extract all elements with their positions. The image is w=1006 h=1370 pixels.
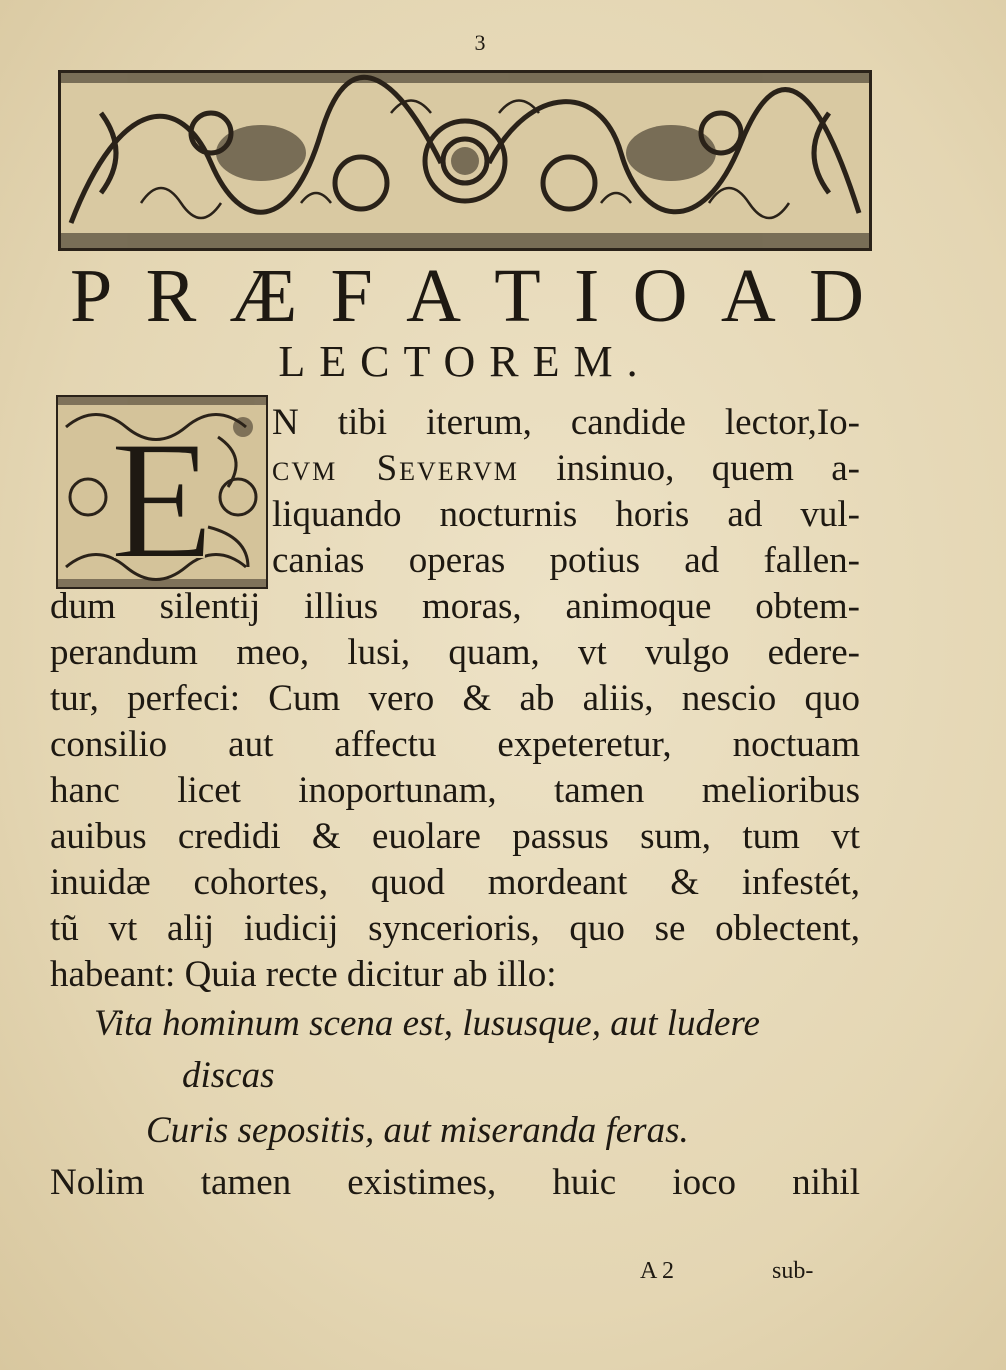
- verse-line: Curis sepositis, aut miseranda feras.: [146, 1110, 689, 1151]
- initial-letter-text: E: [110, 406, 214, 587]
- page-number: 3: [474, 30, 486, 55]
- title-letter: D: [809, 254, 870, 338]
- title-letter: A: [720, 254, 782, 338]
- body-text: [50, 400, 860, 1206]
- text-line: auibus credidi & euolare passus sum, tum vt: [50, 816, 860, 857]
- title-letter: F: [330, 254, 379, 338]
- title-line-1: [70, 250, 870, 342]
- text-line: hanc licet inoportunam, tamen melioribus: [50, 770, 860, 811]
- text-line: Nolim tamen existimes, huic ioco nihil: [50, 1162, 860, 1203]
- text-line: N tibi iterum, candide lector,Io-: [272, 402, 860, 443]
- text-line: perandum meo, lusi, quam, vt vulgo edere-: [50, 632, 860, 673]
- catchword: sub-: [772, 1258, 814, 1284]
- text-line: tũ vt alij iudicij syncerioris, quo se oblectent,: [50, 908, 860, 949]
- text-line: habeant: Quia recte dicitur ab illo:: [50, 954, 557, 995]
- text-line: [50, 446, 860, 492]
- verse-line: discas: [182, 1055, 275, 1096]
- smallcaps-name: cvm Severvm: [272, 448, 519, 489]
- signature-mark: A 2: [640, 1258, 675, 1284]
- title-letter: T: [494, 254, 547, 338]
- text-line: dum silentij illius moras, animoque obtem-: [50, 586, 860, 627]
- title-letter: O: [632, 254, 694, 338]
- title-letter: A: [406, 254, 467, 338]
- text-line: canias operas potius ad fallen-: [272, 540, 860, 581]
- title-letter: Æ: [229, 254, 304, 338]
- text-line: inuidæ cohortes, quod mordeant & infestét,: [50, 862, 860, 903]
- verse-line: Vita hominum scena est, lususque, aut ludere: [94, 1003, 760, 1044]
- title-letter: I: [574, 254, 606, 338]
- title-line-2: LECTOREM.: [278, 337, 652, 386]
- title-letter: R: [145, 254, 203, 338]
- page-footer: [0, 1258, 1006, 1298]
- ornament-woodcut-icon: [61, 73, 869, 248]
- text-line-rest: insinuo, quem a-: [556, 448, 861, 489]
- text-line: consilio aut affectu expeteretur, noctuam: [50, 724, 860, 765]
- title-letter: P: [70, 254, 119, 338]
- header-ornament: [58, 70, 872, 251]
- text-line: tur, perfeci: Cum vero & ab aliis, nescio quo: [50, 678, 860, 719]
- text-line: liquando nocturnis horis ad vul-: [272, 494, 860, 535]
